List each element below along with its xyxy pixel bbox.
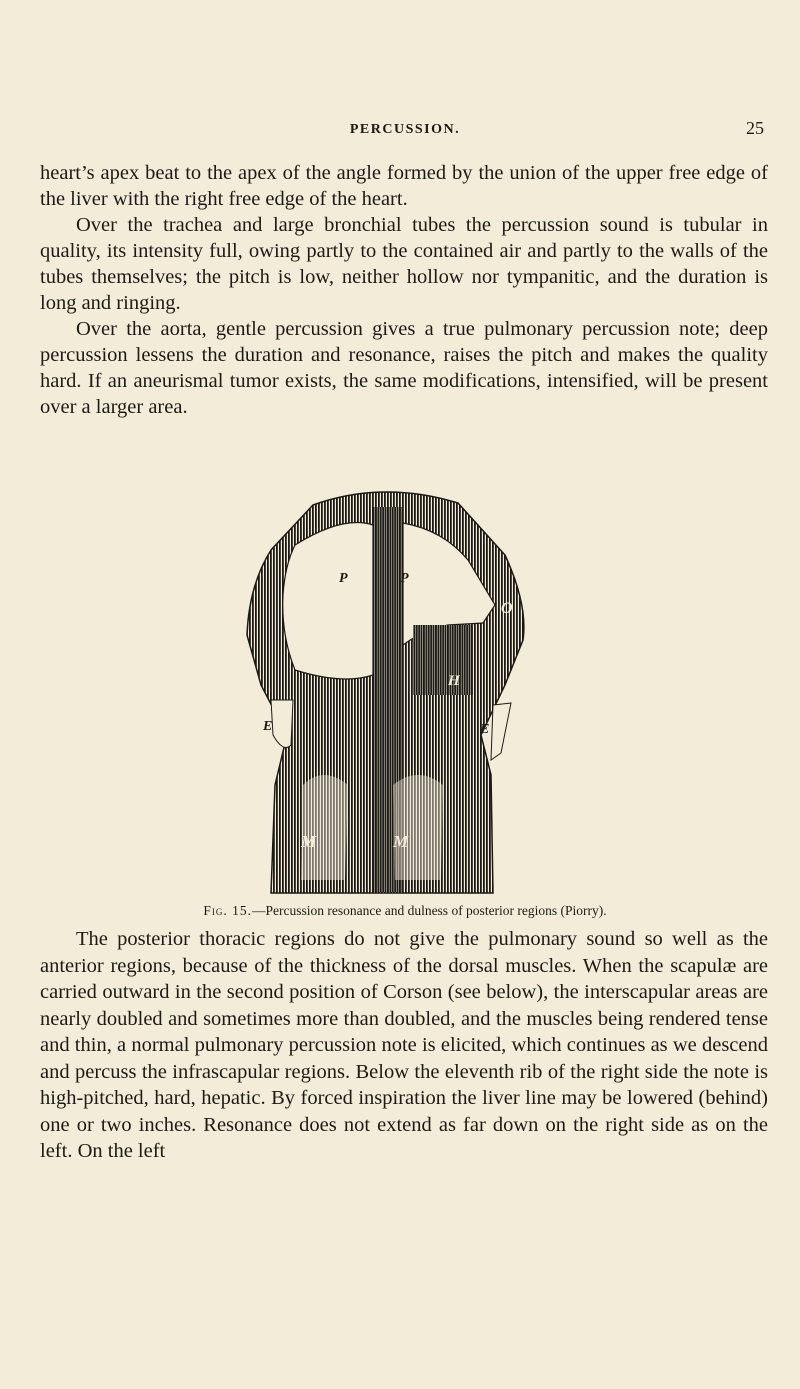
caption-label: Fig. 15.: [203, 903, 252, 918]
left-e-region: [271, 700, 293, 747]
paragraph: The posterior thoracic regions do not give the pulmonary sound so well as the anterior regions, because of the thickness of the dorsal muscles. When the scapulæ are carried outward in the second position of Corson (see below), the interscapular areas are nearly doubled and sometimes more than doubled, and the muscles being rendered tense and thin, a normal pulmonary percussion note is elicited, which continues as we descend and percuss the infrascapular regions. Below the eleventh rib of the right side the note is high-pitched, hard, hepatic. By forced inspiration the liver line may be lowered (behind) one or two inches. Resonance does not extend as far down on the right side as on the left. On the left: [40, 928, 768, 1162]
label-e-left: E: [263, 719, 273, 734]
h-region: [413, 625, 473, 695]
right-e-region: [491, 703, 511, 760]
label-m-left: M: [301, 832, 317, 851]
page-number: 25: [746, 118, 764, 138]
running-head: PERCUSSION.: [349, 122, 461, 137]
right-m-region: [393, 775, 443, 880]
label-o: O: [501, 600, 513, 617]
label-h: H: [448, 673, 460, 689]
text-block-top: [40, 160, 768, 420]
paragraph: Over the trachea and large bronchial tubes the percussion sound is tubular in quality, its intensity full, owing partly to the contained air and partly to the walls of the tubes themselves; the pitch is low, neither hollow nor tympanitic, and the duration is long and ringing.: [40, 214, 768, 314]
left-lung-region: [283, 523, 373, 680]
figure-posterior-thorax: [243, 485, 533, 895]
label-m-right: M: [393, 832, 409, 851]
page-header: [40, 118, 770, 142]
label-p-right: P: [400, 571, 409, 586]
figure-caption: [40, 903, 770, 919]
text-block-bottom: [40, 926, 768, 1165]
caption-text: —Percussion resonance and dulness of posterior regions (Piorry).: [251, 903, 607, 918]
paragraph: heart’s apex beat to the apex of the angle formed by the union of the upper free edge of the liver with the right free edge of the heart.: [40, 162, 768, 210]
thorax-illustration: [243, 485, 533, 895]
label-p-left: P: [339, 571, 348, 586]
paragraph: Over the aorta, gentle percussion gives a true pulmonary percussion note; deep percussion lessens the duration and resonance, raises the pitch and makes the quality hard. If an aneurismal tumor exists, the same modifications, intensified, will be present over a larger area.: [40, 318, 768, 418]
label-e-right: E: [480, 722, 490, 737]
left-m-region: [301, 775, 348, 880]
